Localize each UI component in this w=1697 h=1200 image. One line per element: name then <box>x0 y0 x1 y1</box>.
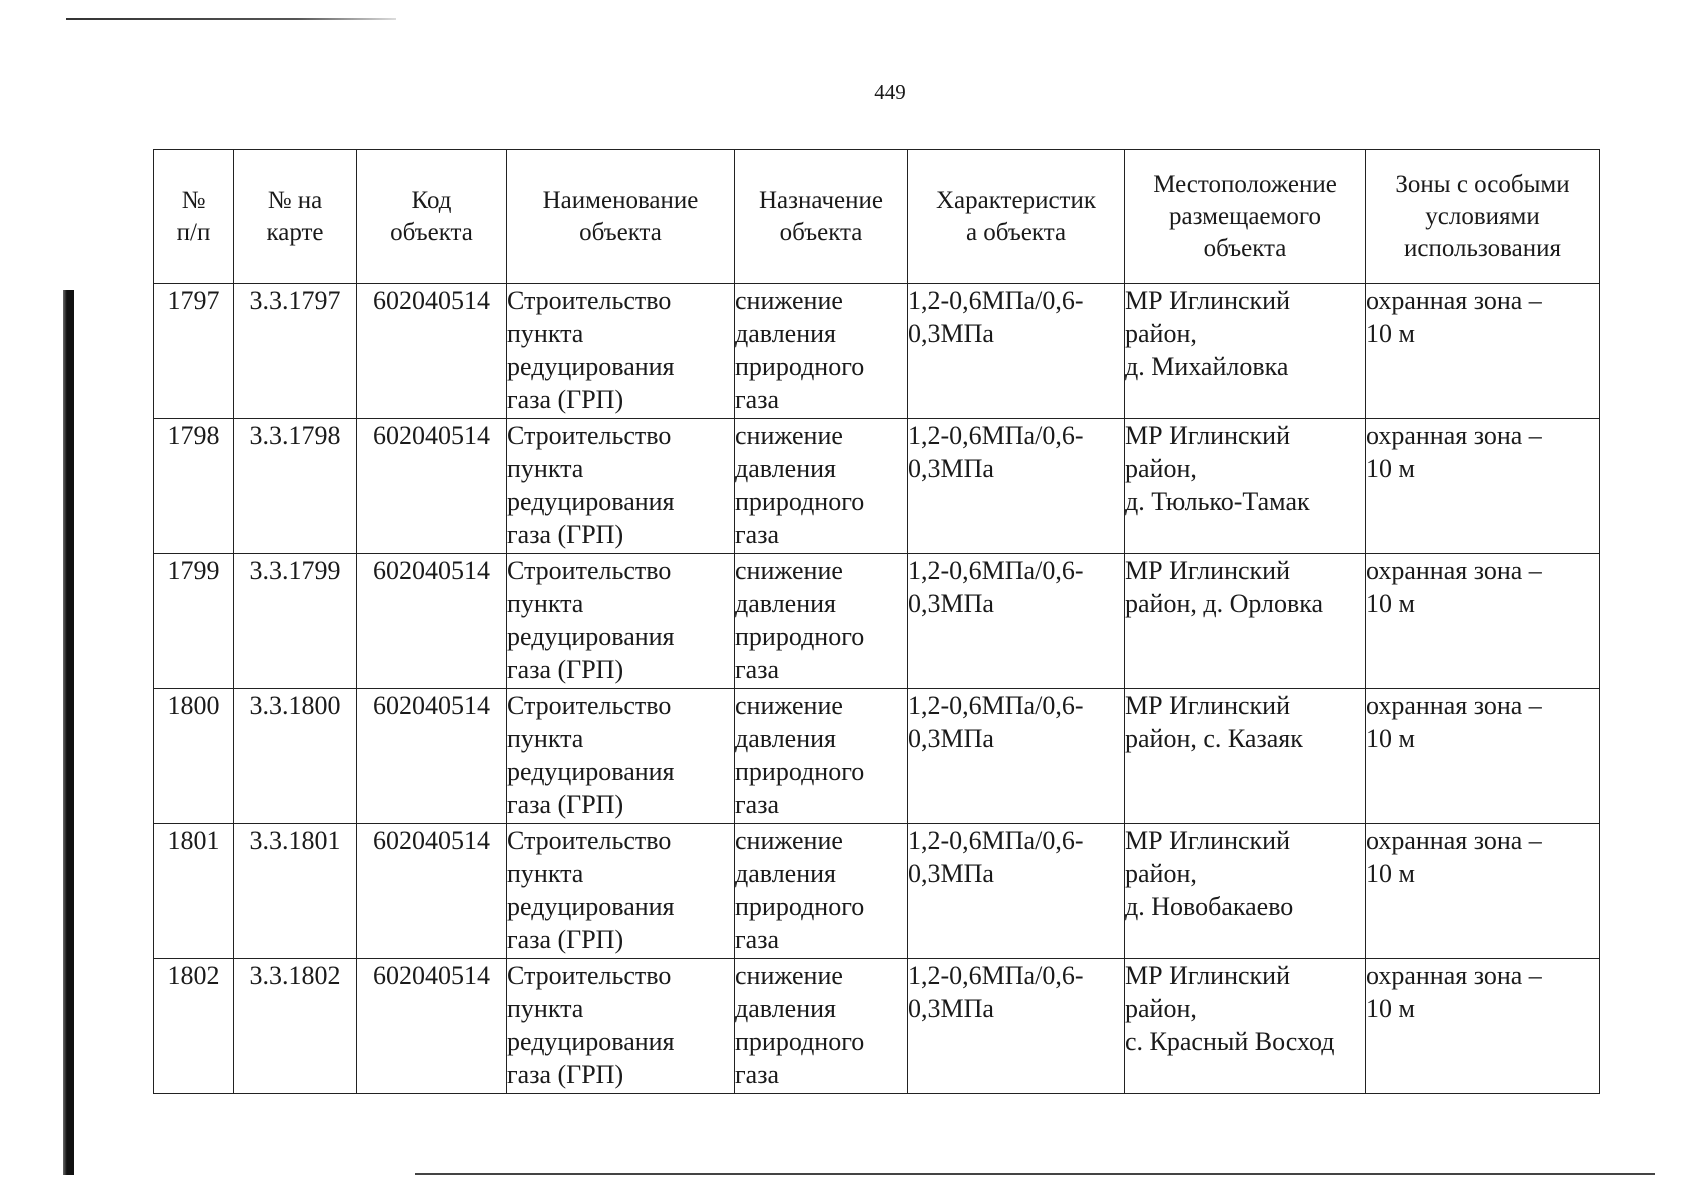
map-number-cell: 3.3.1799 <box>234 554 357 689</box>
object-location-cell: МР Иглинский район, с. Красный Восход <box>1125 959 1366 1094</box>
object-name-cell: Строительство пункта редуцирования газа (ГРП) <box>507 419 735 554</box>
row-number-cell: 1798 <box>154 419 234 554</box>
row-number-cell: 1800 <box>154 689 234 824</box>
object-purpose-cell: снижение давления природного газа <box>735 419 908 554</box>
object-location-cell: МР Иглинский район, д. Орловка <box>1125 554 1366 689</box>
object-purpose-cell: снижение давления природного газа <box>735 284 908 419</box>
header-cell-object-code: Код объекта <box>357 150 507 284</box>
special-zone-cell: охранная зона – 10 м <box>1366 419 1600 554</box>
special-zone-cell: охранная зона – 10 м <box>1366 554 1600 689</box>
object-purpose-cell: снижение давления природного газа <box>735 959 908 1094</box>
map-number-cell: 3.3.1800 <box>234 689 357 824</box>
table-body <box>154 284 1600 1094</box>
object-location-cell: МР Иглинский район, д. Михайловка <box>1125 284 1366 419</box>
object-location-cell: МР Иглинский район, д. Новобакаево <box>1125 824 1366 959</box>
object-code-cell: 602040514 <box>357 554 507 689</box>
row-number-cell: 1799 <box>154 554 234 689</box>
object-characteristic-cell: 1,2-0,6МПа/0,6- 0,3МПа <box>908 689 1125 824</box>
object-code-cell: 602040514 <box>357 959 507 1094</box>
object-characteristic-cell: 1,2-0,6МПа/0,6- 0,3МПа <box>908 284 1125 419</box>
object-characteristic-cell: 1,2-0,6МПа/0,6- 0,3МПа <box>908 959 1125 1094</box>
object-characteristic-cell: 1,2-0,6МПа/0,6- 0,3МПа <box>908 554 1125 689</box>
special-zone-cell: охранная зона – 10 м <box>1366 284 1600 419</box>
scan-artifact-left-bar <box>63 290 74 1175</box>
object-location-cell: МР Иглинский район, с. Казаяк <box>1125 689 1366 824</box>
header-cell-object-characteristic: Характеристик а объекта <box>908 150 1125 284</box>
object-name-cell: Строительство пункта редуцирования газа (ГРП) <box>507 284 735 419</box>
table-header <box>154 150 1600 284</box>
row-number-cell: 1802 <box>154 959 234 1094</box>
special-zone-cell: охранная зона – 10 м <box>1366 959 1600 1094</box>
object-purpose-cell: снижение давления природного газа <box>735 554 908 689</box>
object-code-cell: 602040514 <box>357 824 507 959</box>
row-number-cell: 1797 <box>154 284 234 419</box>
table-row <box>154 689 1600 824</box>
object-characteristic-cell: 1,2-0,6МПа/0,6- 0,3МПа <box>908 419 1125 554</box>
table-row <box>154 419 1600 554</box>
table-row <box>154 959 1600 1094</box>
header-cell-number: № п/п <box>154 150 234 284</box>
object-code-cell: 602040514 <box>357 689 507 824</box>
map-number-cell: 3.3.1802 <box>234 959 357 1094</box>
header-cell-map-number: № на карте <box>234 150 357 284</box>
header-cell-object-purpose: Назначение объекта <box>735 150 908 284</box>
object-code-cell: 602040514 <box>357 419 507 554</box>
table-row <box>154 284 1600 419</box>
object-location-cell: МР Иглинский район, д. Тюлько-Тамак <box>1125 419 1366 554</box>
object-characteristic-cell: 1,2-0,6МПа/0,6- 0,3МПа <box>908 824 1125 959</box>
special-zone-cell: охранная зона – 10 м <box>1366 824 1600 959</box>
header-row <box>154 150 1600 284</box>
map-number-cell: 3.3.1798 <box>234 419 357 554</box>
special-zone-cell: охранная зона – 10 м <box>1366 689 1600 824</box>
scan-artifact-top-line <box>66 18 396 20</box>
page-number: 449 <box>874 80 906 104</box>
header-cell-special-zones: Зоны с особыми условиями использования <box>1366 150 1600 284</box>
row-number-cell: 1801 <box>154 824 234 959</box>
object-name-cell: Строительство пункта редуцирования газа (ГРП) <box>507 824 735 959</box>
map-number-cell: 3.3.1801 <box>234 824 357 959</box>
table-row <box>154 554 1600 689</box>
object-name-cell: Строительство пункта редуцирования газа (ГРП) <box>507 554 735 689</box>
header-cell-object-location: Местоположение размещаемого объекта <box>1125 150 1366 284</box>
scan-artifact-bottom-line <box>415 1173 1655 1175</box>
objects-table <box>153 149 1600 1094</box>
object-purpose-cell: снижение давления природного газа <box>735 689 908 824</box>
table-row <box>154 824 1600 959</box>
object-purpose-cell: снижение давления природного газа <box>735 824 908 959</box>
header-cell-object-name: Наименование объекта <box>507 150 735 284</box>
object-code-cell: 602040514 <box>357 284 507 419</box>
object-name-cell: Строительство пункта редуцирования газа (ГРП) <box>507 689 735 824</box>
map-number-cell: 3.3.1797 <box>234 284 357 419</box>
object-name-cell: Строительство пункта редуцирования газа (ГРП) <box>507 959 735 1094</box>
